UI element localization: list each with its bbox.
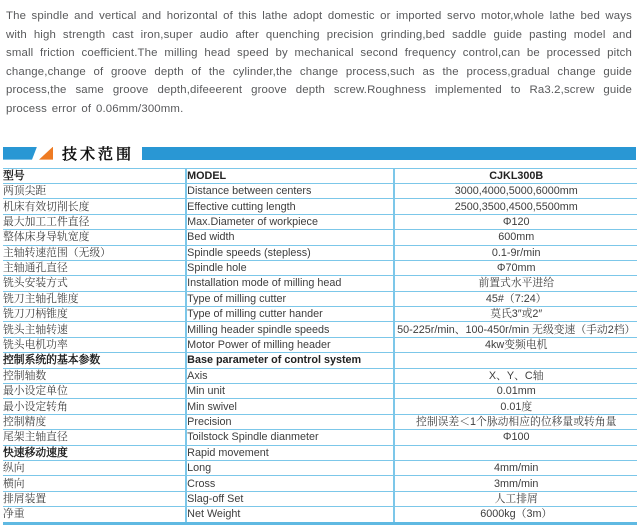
table-row: [3, 476, 637, 491]
row-label-cn: 最小设定单位: [3, 384, 186, 399]
row-label-en: Toilstock Spindle dianmeter: [186, 430, 394, 445]
row-label-cn: 最小设定转角: [3, 399, 186, 414]
row-label-cn: 两顶尖距: [3, 183, 186, 198]
table-row: [3, 245, 637, 260]
table-row: [3, 260, 637, 275]
table-row: [3, 214, 637, 229]
row-label-en: Spindle hole: [186, 260, 394, 275]
row-label-en: Type of milling cutter hander: [186, 307, 394, 322]
row-value: 0.1-9r/min: [394, 245, 637, 260]
row-label-cn: 控制精度: [3, 414, 186, 429]
row-label-en: Spindle speeds (stepless): [186, 245, 394, 260]
row-label-cn: 控制系统的基本参数: [3, 353, 186, 368]
row-value: 3000,4000,5000,6000mm: [394, 183, 637, 198]
row-label-en: Net Weight: [186, 507, 394, 523]
row-label-en: Installation mode of milling head: [186, 276, 394, 291]
table-row: [3, 322, 637, 337]
row-label-en: Axis: [186, 368, 394, 383]
row-label-en: Motor Power of milling header: [186, 337, 394, 352]
row-value: 6000kg（3m）: [394, 507, 637, 523]
row-value: 前置式水平进给: [394, 276, 637, 291]
row-label-en: Milling header spindle speeds: [186, 322, 394, 337]
row-label-en: Distance between centers: [186, 183, 394, 198]
table-row: [3, 276, 637, 291]
row-label-en: Min unit: [186, 384, 394, 399]
row-label-en: Type of milling cutter: [186, 291, 394, 306]
section-title: 技术范围: [62, 146, 135, 163]
row-label-cn: 铣头主轴转速: [3, 322, 186, 337]
row-label-cn: 铣刀刀柄锥度: [3, 307, 186, 322]
row-label-en: Base parameter of control system: [186, 353, 394, 368]
row-label-cn: 铣头电机功率: [3, 337, 186, 352]
intro-paragraph: The spindle and vertical and horizontal of this lathe adopt domestic or imported servo motor,whole lathe bed ways with high strength cast iron,super audio after quenching precision grinding,bed saddle guide pasting model and small friction coefficient.The milling head speed by mechanical second frequency control,can be processed pitch change,change of groove depth of the cylinder,the change process,such as the process,gradual change guide process,the same groove depth,difeeerent groove depth screw.Roughness implemented to Ra3.2,screw guide process error of 0.06mm/300mm.: [6, 10, 632, 115]
table-row: [3, 491, 637, 506]
table-row: [3, 291, 637, 306]
row-value: 50-225r/min、100-450r/min 无级变速（手动2档）: [394, 322, 637, 337]
row-value: [394, 445, 637, 460]
table-row: [3, 445, 637, 460]
table-row: [3, 337, 637, 352]
table-row: [3, 460, 637, 475]
row-label-cn: 尾架主轴直径: [3, 430, 186, 445]
table-row: [3, 183, 637, 198]
header-bar-right: [142, 147, 636, 160]
row-label-cn: 整体床身导轨宽度: [3, 230, 186, 245]
row-label-cn: 快速移动速度: [3, 445, 186, 460]
table-row: [3, 307, 637, 322]
table-row: [3, 168, 637, 183]
row-label-cn: 排屑装置: [3, 491, 186, 506]
row-label-cn: 机床有效切削长度: [3, 199, 186, 214]
row-label-en: Slag-off Set: [186, 491, 394, 506]
row-value: 2500,3500,4500,5500mm: [394, 199, 637, 214]
row-value: X、Y、C轴: [394, 368, 637, 383]
table-row: [3, 199, 637, 214]
table-row: [3, 399, 637, 414]
orange-triangle-icon: [39, 147, 53, 160]
row-label-en: Rapid movement: [186, 445, 394, 460]
row-label-cn: 纵向: [3, 460, 186, 475]
row-label-en: Max.Diameter of workpiece: [186, 214, 394, 229]
row-label-cn: 横向: [3, 476, 186, 491]
row-label-cn: 型号: [3, 168, 186, 183]
row-value: 600mm: [394, 230, 637, 245]
row-label-en: Precision: [186, 414, 394, 429]
row-label-cn: 铣刀主轴孔锥度: [3, 291, 186, 306]
table-row: [3, 414, 637, 429]
row-label-cn: 最大加工工件直径: [3, 214, 186, 229]
table-row: [3, 230, 637, 245]
row-value: 人工排屑: [394, 491, 637, 506]
row-value: 0.01mm: [394, 384, 637, 399]
row-label-en: Bed width: [186, 230, 394, 245]
table-row: [3, 384, 637, 399]
row-label-en: Effective cutting length: [186, 199, 394, 214]
row-label-cn: 净重: [3, 507, 186, 523]
table-row: [3, 507, 637, 523]
row-label-en: Long: [186, 460, 394, 475]
header-bar-left: [3, 147, 37, 160]
row-value: 0.01度: [394, 399, 637, 414]
row-label-cn: 控制轴数: [3, 368, 186, 383]
row-label-en: Cross: [186, 476, 394, 491]
row-label-cn: 主轴转速范围（无级）: [3, 245, 186, 260]
row-value: 莫氏3″或2″: [394, 307, 637, 322]
row-value: Φ100: [394, 430, 637, 445]
row-label-cn: 主轴通孔直径: [3, 260, 186, 275]
table-row: [3, 430, 637, 445]
row-label-en: MODEL: [186, 168, 394, 183]
row-value: 控制误差＜1个脉动相应的位移量或转角量: [394, 414, 637, 429]
row-value: 45#（7:24）: [394, 291, 637, 306]
table-row: [3, 368, 637, 383]
spec-table: [3, 168, 637, 525]
row-label-en: Min swivel: [186, 399, 394, 414]
table-row: [3, 353, 637, 368]
row-value: 4mm/min: [394, 460, 637, 475]
row-value: 3mm/min: [394, 476, 637, 491]
row-value: CJKL300B: [489, 169, 544, 182]
spec-table-body: [3, 168, 637, 523]
section-header: [3, 146, 636, 161]
row-value: Φ120: [394, 214, 637, 229]
row-value: 4kw变频电机: [394, 337, 637, 352]
row-value: Φ70mm: [394, 260, 637, 275]
row-value: [394, 353, 637, 368]
row-label-cn: 铣头安装方式: [3, 276, 186, 291]
